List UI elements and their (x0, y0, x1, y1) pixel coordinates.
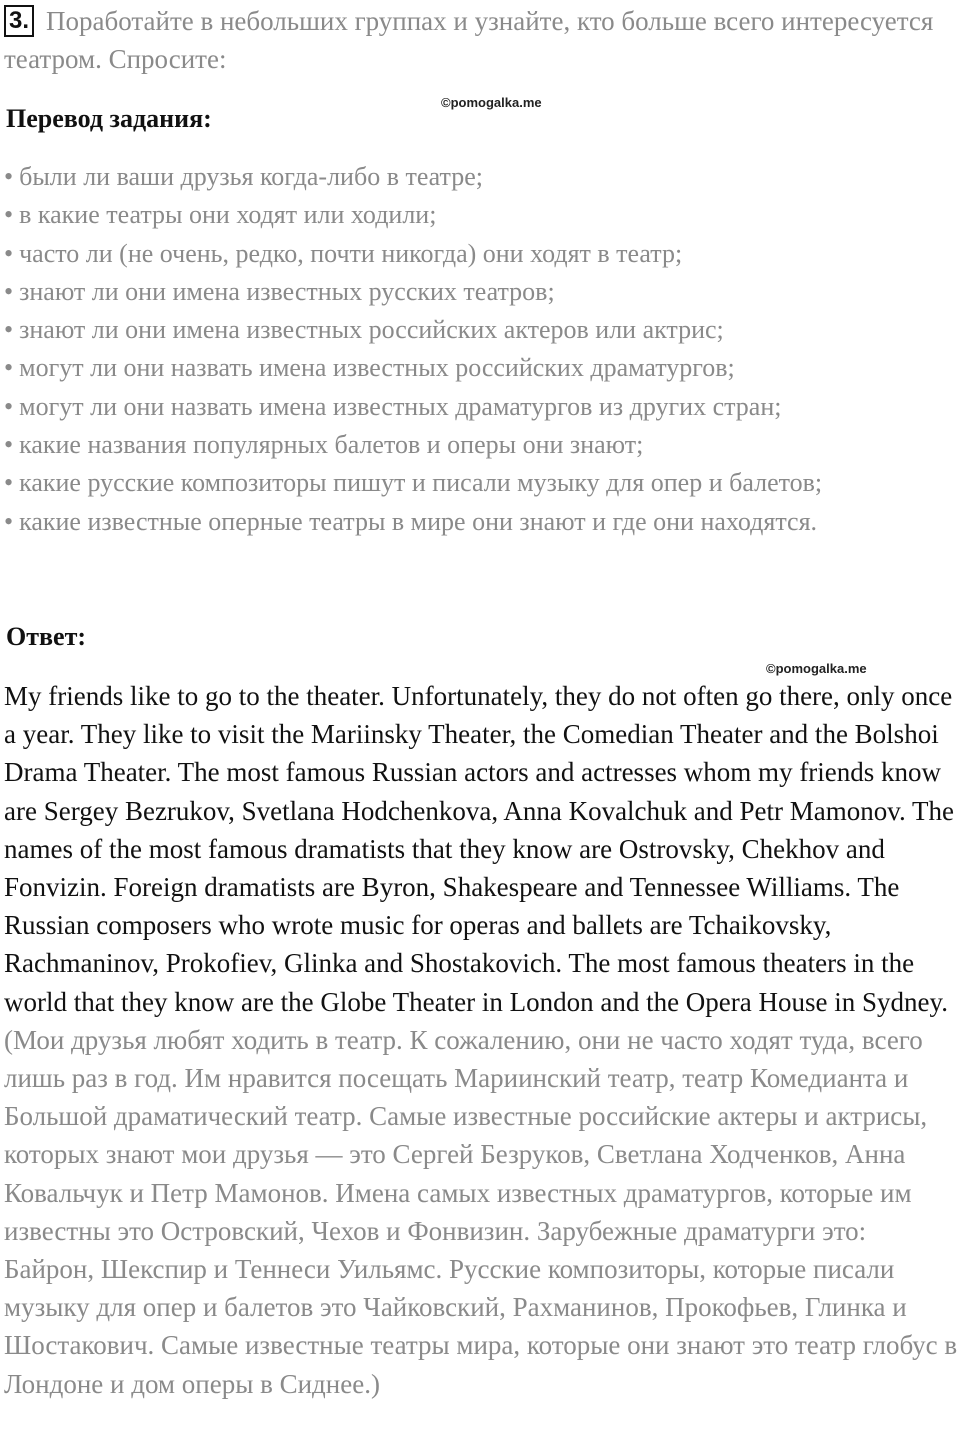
task-bullet-list (4, 158, 822, 541)
bullet-item: • могут ли они назвать имена известных российских драматургов; (4, 349, 822, 387)
bullet-item: • знают ли они имена известных российских актеров или актрис; (4, 311, 822, 349)
answer-heading: Ответ: (6, 622, 87, 651)
task-number: 3. (4, 5, 34, 37)
translation-heading: Перевод задания: (6, 104, 212, 133)
bullet-item: • в какие театры они ходят или ходили; (4, 196, 822, 234)
watermark-bottom: ©pomogalka.me (766, 661, 867, 676)
answer-text (4, 677, 960, 1403)
watermark-top: ©pomogalka.me (441, 95, 542, 110)
bullet-item: • какие известные оперные театры в мире они знают и где они находятся. (4, 503, 822, 541)
bullet-item: • какие названия популярных балетов и оперы они знают; (4, 426, 822, 464)
bullet-item: • были ли ваши друзья когда-либо в театре; (4, 158, 822, 196)
task-text: Поработайте в небольших группах и узнайте, кто больше всего интересуется театром. Спросите: (4, 6, 934, 74)
bullet-item: • часто ли (не очень, редко, почти никогда) они ходят в театр; (4, 235, 822, 273)
bullet-item: • какие русские композиторы пишут и писали музыку для опер и балетов; (4, 464, 822, 502)
task-statement (4, 2, 954, 78)
bullet-item: • могут ли они назвать имена известных драматургов из других стран; (4, 388, 822, 426)
answer-english: My friends like to go to the theater. Unfortunately, they do not often go there, only once a year. They like to visit the Mariinsky Theater, the Comedian Theater and the Bolshoi Drama Theater. The most famous Russian actors and actresses whom my friends know are Sergey Bezrukov, Svetlana Hodchenkova, Anna Kovalchuk and Petr Mamonov. The names of the most famous dramatists that they know are Ostrovsky, Chekhov and Fonvizin. Foreign dramatists are Byron, Shakespeare and Tennessee Williams. The Russian composers who wrote music for operas and ballets are Tchaikovsky, Rachmaninov, Prokofiev, Glinka and Shostakovich. The most famous theaters in the world that they know are the Globe Theater in London and the Opera House in Sydney. (4, 681, 954, 1017)
answer-russian-translation: (Мои друзья любят ходить в театр. К сожалению, они не часто ходят туда, всего лишь раз в год. Им нравится посещать Мариинский театр, театр Комедианта и Большой драматический театр. Самые известные российские актеры и актрисы, которых знают мои друзья — это Сергей Безруков, Светлана Ходченков, Анна Ковальчук и Петр Мамонов. Имена самых известных драматургов, которые им известны это Островский, Чехов и Фонвизин. Зарубежные драматурги это: Байрон, Шекспир и Теннеси Уильямс. Русские композиторы, которые писали музыку для опер и балетов это Чайковский, Рахманинов, Прокофьев, Глинка и Шостакович. Самые известные театры мира, которые они знают это театр глобус в Лондоне и дом оперы в Сиднее.) (4, 1024, 958, 1399)
bullet-item: • знают ли они имена известных русских театров; (4, 273, 822, 311)
